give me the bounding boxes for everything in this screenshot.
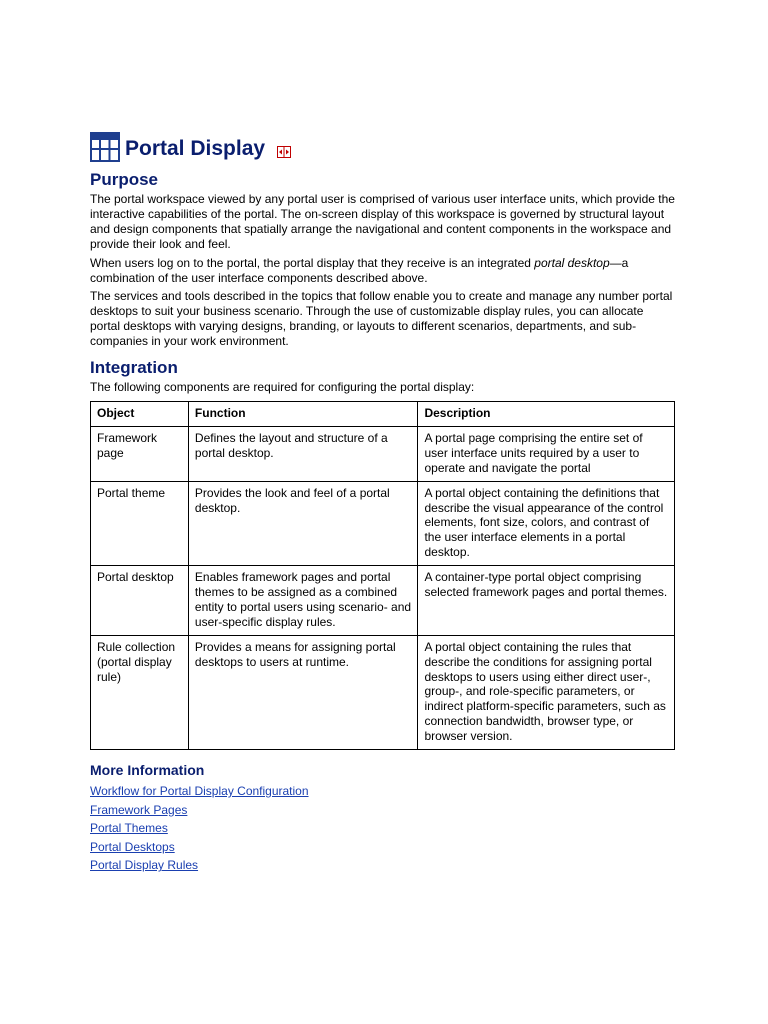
page-title: Portal Display	[125, 137, 266, 160]
purpose-paragraph-2-end: —a combination of the user interface components described above.	[90, 255, 629, 285]
portal-desktop-term: portal desktop	[534, 255, 610, 270]
components-table	[90, 401, 675, 750]
table-row	[91, 566, 675, 636]
function-cell: Provides the look and feel of a portal desktop.	[188, 481, 418, 566]
link-workflow-configuration[interactable]: Workflow for Portal Display Configuration	[90, 784, 309, 799]
table-header-row	[91, 401, 675, 426]
object-cell: Portal desktop	[91, 566, 189, 636]
link-portal-themes[interactable]: Portal Themes	[90, 821, 168, 836]
expand-icon[interactable]	[277, 146, 291, 158]
column-header-function: Function	[188, 401, 418, 426]
table-row	[91, 426, 675, 481]
description-cell: A container-type portal object comprising selected framework pages and portal themes.	[418, 566, 675, 636]
function-cell: Enables framework pages and portal themes to be assigned as a combined entity to portal users using scenario- and user-specific display rules.	[188, 566, 418, 636]
purpose-paragraph-2	[90, 256, 676, 286]
function-cell: Defines the layout and structure of a portal desktop.	[188, 426, 418, 481]
description-cell: A portal object containing the rules that describe the conditions for assigning portal desktops to users using either direct user-, group-, and role-specific parameters, or indirect platform-specific parameters, such as connection bandwidth, browser type, or browser version.	[418, 635, 675, 749]
column-header-object: Object	[91, 401, 189, 426]
integration-intro: The following components are required for configuring the portal display:	[90, 380, 475, 395]
object-cell: Rule collection (portal display rule)	[91, 635, 189, 749]
description-cell: A portal object containing the definitions that describe the visual appearance of the control elements, font size, colors, and contrast of the user interface elements in a portal desktop.	[418, 481, 675, 566]
document-page	[90, 126, 676, 875]
table-icon	[90, 132, 120, 162]
object-cell: Portal theme	[91, 481, 189, 566]
link-portal-display-rules[interactable]: Portal Display Rules	[90, 858, 199, 873]
title-row	[90, 126, 676, 162]
integration-heading: Integration	[90, 358, 178, 378]
object-cell: Framework page	[91, 426, 189, 481]
description-cell: A portal page comprising the entire set of user interface units required by a user to operate and navigate the portal	[418, 426, 675, 481]
more-information-heading: More Information	[90, 762, 205, 779]
table-row	[91, 635, 675, 749]
purpose-paragraph-3: The services and tools described in the topics that follow enable you to create and manage any number portal desktops to suit your business scenario. Through the use of customizable display rules, you can allocate portal desktops with varying designs, branding, or layouts to different scenarios, departments, and sub-companies in your work environment.	[90, 289, 673, 349]
column-header-description: Description	[418, 401, 675, 426]
purpose-paragraph-1: The portal workspace viewed by any portal user is comprised of various user interface units, which provide the interactive capabilities of the portal. The on-screen display of this workspace is governed by structural layout and design components that spatially arrange the navigational and content components in the workspace and provide their look and feel.	[90, 192, 675, 251]
more-information-links	[90, 782, 676, 875]
function-cell: Provides a means for assigning portal desktops to users at runtime.	[188, 635, 418, 749]
link-portal-desktops[interactable]: Portal Desktops	[90, 839, 175, 854]
purpose-paragraph-2-start: When users log on to the portal, the portal display that they receive is an integrated	[90, 255, 535, 270]
purpose-heading: Purpose	[90, 170, 159, 189]
link-framework-pages[interactable]: Framework Pages	[90, 802, 188, 817]
table-row	[91, 481, 675, 566]
